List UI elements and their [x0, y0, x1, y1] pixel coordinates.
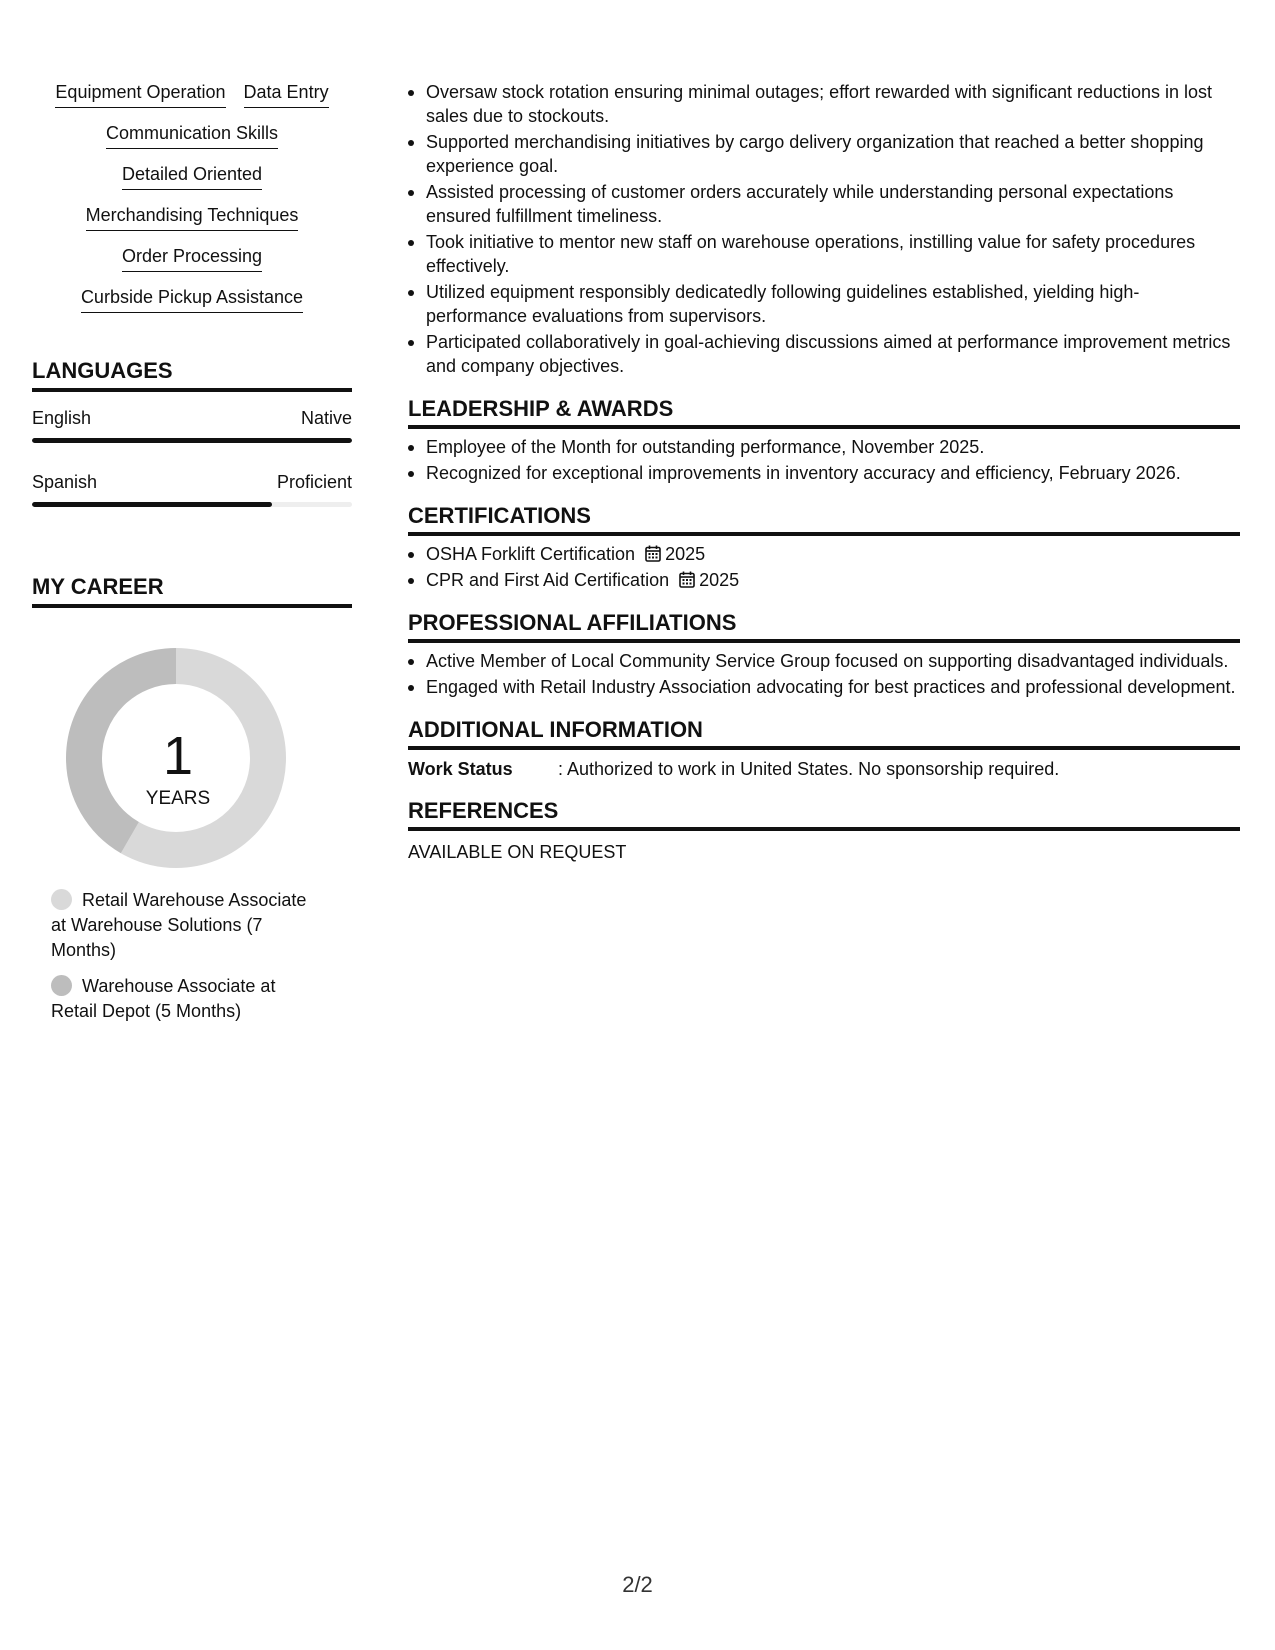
leadership-item: Employee of the Month for outstanding performance, November 2025.	[408, 435, 1240, 459]
career-legend	[32, 888, 322, 1024]
career-donut-chart	[32, 648, 352, 888]
affiliations-heading: PROFESSIONAL AFFILIATIONS	[408, 609, 1240, 643]
experience-bullet: Oversaw stock rotation ensuring minimal outages; effort rewarded with significant reductions in lost sales due to stockouts.	[408, 80, 1240, 128]
sidebar	[32, 80, 352, 1035]
page-number: 2/2	[622, 1572, 653, 1597]
work-status-value: : Authorized to work in United States. No sponsorship required.	[558, 759, 1060, 779]
languages-heading: LANGUAGES	[32, 357, 352, 392]
legend-label: Warehouse Associate at Retail Depot (5 Months)	[51, 976, 276, 1021]
affiliations-list	[408, 649, 1240, 699]
certification-year: 2025	[665, 544, 706, 564]
career-total-number: 1	[162, 726, 194, 786]
language-bar-fill	[32, 502, 272, 507]
certification-item	[408, 568, 1240, 592]
skill-tag: Merchandising Techniques	[86, 203, 299, 231]
skill-tag: Equipment Operation	[55, 80, 225, 108]
language-bar-fill	[32, 438, 352, 443]
experience-bullet: Participated collaboratively in goal-achieving discussions aimed at performance improvement metrics and company objectives.	[408, 330, 1240, 378]
certification-year: 2025	[699, 570, 740, 590]
leadership-heading: LEADERSHIP & AWARDS	[408, 395, 1240, 429]
certification-name: CPR and First Aid Certification	[426, 570, 670, 590]
certification-name: OSHA Forklift Certification	[426, 544, 636, 564]
language-name: Spanish	[32, 472, 98, 492]
language-item	[32, 470, 352, 507]
legend-item	[51, 974, 322, 1024]
skill-tag: Order Processing	[122, 244, 262, 272]
experience-bullet: Assisted processing of customer orders accurately while understanding personal expectations ensured fulfillment timeliness.	[408, 180, 1240, 228]
skills-list	[32, 80, 352, 313]
affiliation-item: Active Member of Local Community Service Group focused on supporting disadvantaged individuals.	[408, 649, 1240, 673]
legend-dot	[51, 889, 72, 910]
affiliation-item: Engaged with Retail Industry Association advocating for best practices and professional development.	[408, 675, 1240, 699]
references-text: AVAILABLE ON REQUEST	[408, 842, 627, 862]
skill-tag: Curbside Pickup Assistance	[81, 285, 303, 313]
experience-bullet: Supported merchandising initiatives by cargo delivery organization that reached a better shopping experience goal.	[408, 130, 1240, 178]
leadership-list	[408, 435, 1240, 485]
work-status-row	[408, 757, 1240, 781]
calendar-icon	[679, 571, 695, 588]
language-level: Proficient	[276, 472, 352, 492]
leadership-item: Recognized for exceptional improvements in inventory accuracy and efficiency, February 2026.	[408, 461, 1240, 485]
certification-item	[408, 542, 1240, 566]
certifications-list	[408, 542, 1240, 592]
legend-dot	[51, 975, 72, 996]
skill-tag: Data Entry	[244, 80, 329, 108]
calendar-icon	[645, 545, 661, 562]
legend-item	[51, 888, 322, 963]
references-heading: REFERENCES	[408, 797, 1240, 831]
skill-tag: Communication Skills	[106, 121, 278, 149]
language-level: Native	[300, 408, 352, 428]
career-total-unit: YEARS	[145, 788, 211, 809]
language-name: English	[32, 408, 92, 428]
certifications-heading: CERTIFICATIONS	[408, 502, 1240, 536]
language-bar	[32, 438, 352, 443]
experience-bullet: Utilized equipment responsibly dedicatedly following guidelines established, yielding high-performance evaluations from supervisors.	[408, 280, 1240, 328]
work-status-label: Work Status	[408, 759, 513, 779]
skill-tag: Detailed Oriented	[122, 162, 262, 190]
career-heading: MY CAREER	[32, 573, 352, 608]
experience-bullet: Took initiative to mentor new staff on warehouse operations, instilling value for safety procedures effectively.	[408, 230, 1240, 278]
legend-label: Retail Warehouse Associate at Warehouse Solutions (7 Months)	[51, 890, 307, 960]
experience-bullets	[408, 80, 1240, 378]
language-item	[32, 406, 352, 443]
main-content	[408, 80, 1240, 864]
language-bar	[32, 502, 352, 507]
additional-info-heading: ADDITIONAL INFORMATION	[408, 716, 1240, 750]
